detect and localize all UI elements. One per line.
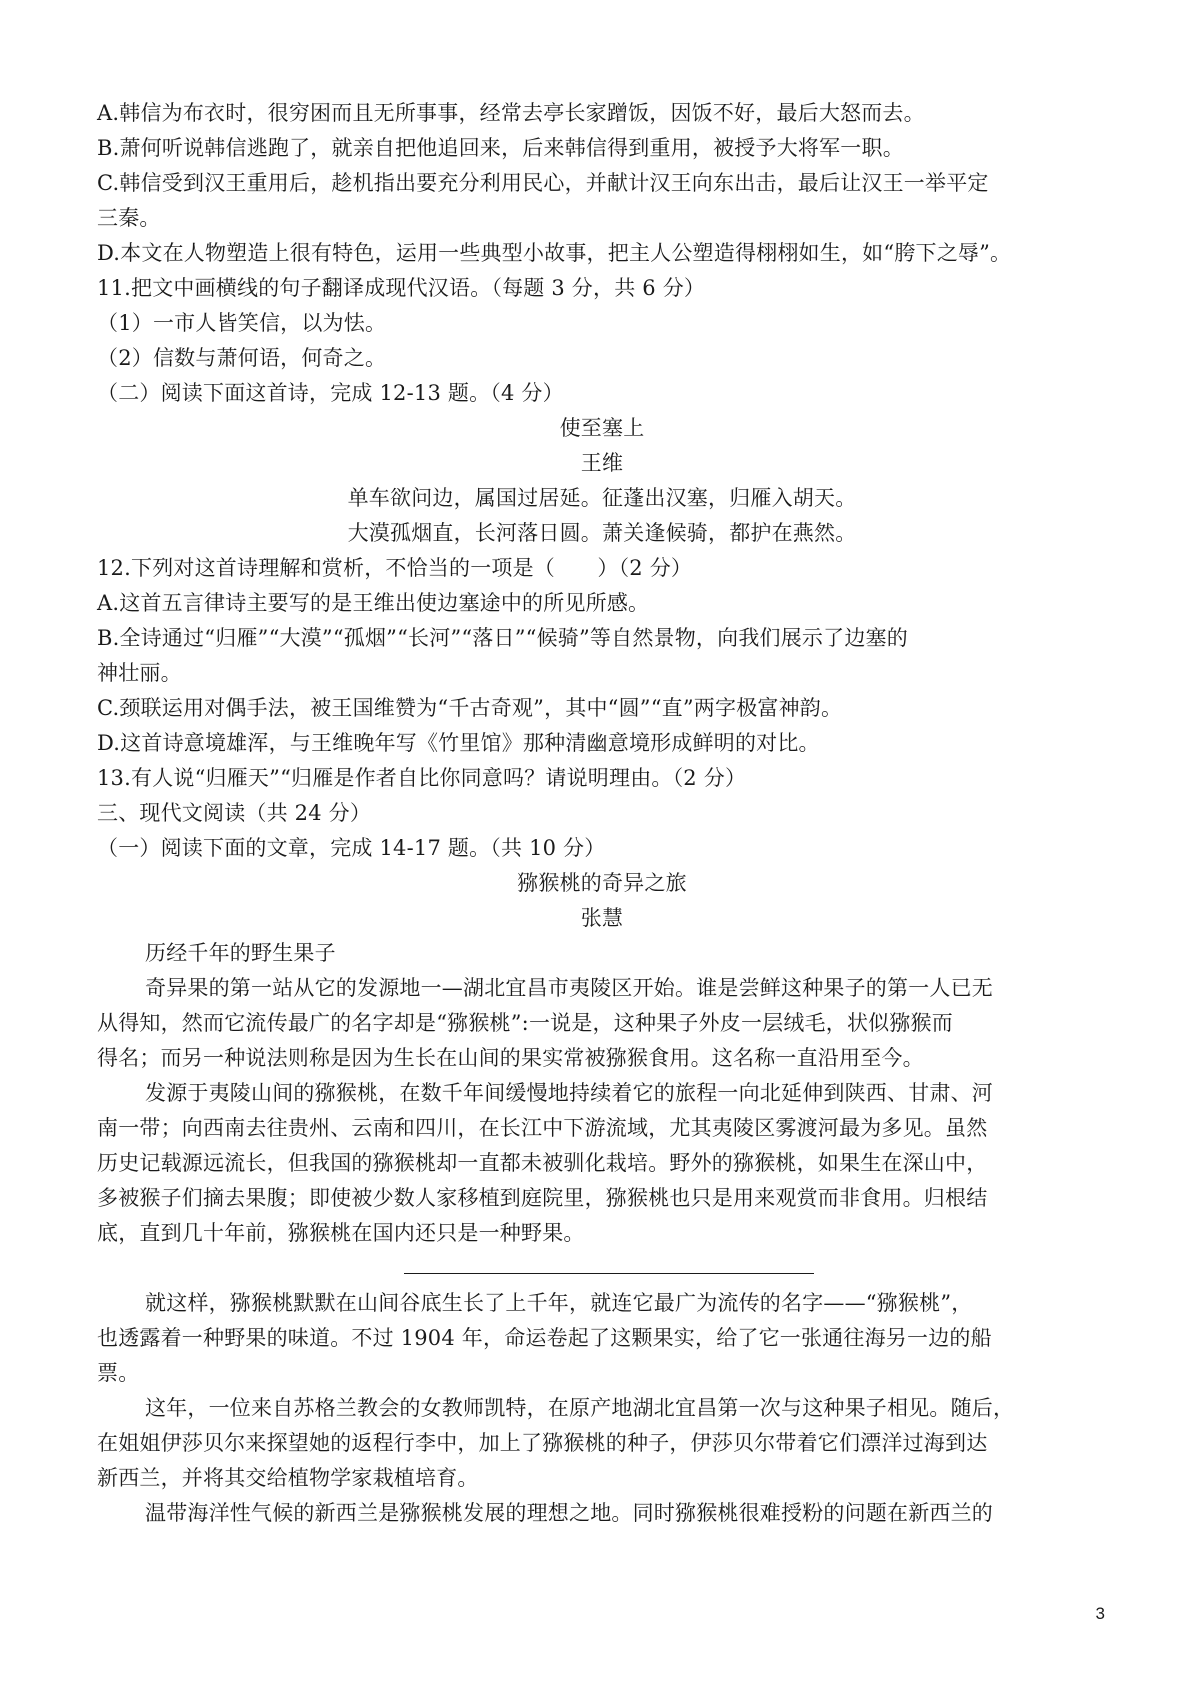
- answer-blank-line: [404, 1273, 814, 1274]
- paragraph-5-line-1: 温带海洋性气候的新西兰是猕猴桃发展的理想之地。同时猕猴桃很难授粉的问题在新西兰的: [145, 1501, 993, 1525]
- q12-prompt: 12.下列对这首诗理解和赏析，不恰当的一项是（ ）（2 分）: [97, 556, 693, 580]
- q12-option-a: A.这首五言律诗主要写的是王维出使边塞途中的所见所感。: [97, 591, 650, 615]
- paragraph-2-line-5: 底，直到几十年前，猕猴桃在国内还只是一种野果。: [97, 1221, 585, 1245]
- q12-option-d: D.这首诗意境雄浑，与王维晚年写《竹里馆》那种清幽意境形成鲜明的对比。: [97, 731, 820, 755]
- q10-option-b: B.萧何听说韩信逃跑了，就亲自把他追回来，后来韩信得到重用，被授予大将军一职。: [97, 136, 904, 160]
- paragraph-3-line-2: 也透露着一种野果的味道。不过 1904 年，命运卷起了这颗果实，给了它一张通往海另一边的船: [97, 1326, 992, 1350]
- paragraph-3-line-3: 票。: [97, 1361, 140, 1385]
- paragraph-1-line-2: 从得知，然而它流传最广的名字却是“猕猴桃”:一说是，这种果子外皮一层绒毛，状似猕猴而: [97, 1011, 953, 1035]
- q12-option-c: C.颈联运用对偶手法，被王国维赞为“千古奇观”，其中“圆”“直”两字极富神韵。: [97, 696, 843, 720]
- q13-prompt: 13.有人说“归雁天”“归雁是作者自比你同意吗？请说明理由。（2 分）: [97, 766, 747, 790]
- article-subtitle: 历经千年的野生果子: [145, 941, 336, 965]
- poem-line-2: 大漠孤烟直，长河落日圆。萧关逢候骑，都护在燕然。: [347, 521, 857, 545]
- poem-line-1: 单车欲问边，属国过居延。征蓬出汉塞，归雁入胡天。: [347, 486, 857, 510]
- q12-option-b-line1: B.全诗通过“归雁”“大漠”“孤烟”“长河”“落日”“候骑”等自然景物，向我们展示了边塞的: [97, 626, 908, 650]
- q10-option-a: A.韩信为布衣时，很穷困而且无所事事，经常去亭长家蹭饭，因饭不好，最后大怒而去。: [97, 101, 925, 125]
- paragraph-2-line-3: 历史记载源远流长，但我国的猕猴桃却一直都未被驯化栽培。野外的猕猴桃，如果生在深山中，: [97, 1151, 988, 1175]
- answer-blank-row: [97, 1251, 1107, 1286]
- paragraph-2-line-4: 多被猴子们摘去果腹；即使被少数人家移植到庭院里，猕猴桃也只是用来观赏而非食用。归根结: [97, 1186, 988, 1210]
- paragraph-2-line-2: 南一带；向西南去往贵州、云南和四川，在长江中下游流域，尤其夷陵区雾渡河最为多见。虽然: [97, 1116, 988, 1140]
- q12-option-b-line2: 神壮丽。: [97, 661, 182, 685]
- paragraph-2-line-1: 发源于夷陵山间的猕猴桃，在数千年间缓慢地持续着它的旅程一向北延伸到陕西、甘肃、河: [145, 1081, 993, 1105]
- paragraph-3-line-1: 就这样，猕猴桃默默在山间谷底生长了上千年，就连它最广为流传的名字——“猕猴桃”，: [145, 1291, 973, 1315]
- poem-title: 使至塞上: [559, 416, 645, 440]
- q11-prompt: 11.把文中画横线的句子翻译成现代汉语。（每题 3 分，共 6 分）: [97, 276, 706, 300]
- poem-author: 王维: [580, 451, 624, 475]
- paragraph-1-line-1: 奇异果的第一站从它的发源地一—湖北宜昌市夷陵区开始。谁是尝鲜这种果子的第一人已无: [145, 976, 993, 1000]
- paragraph-4-line-3: 新西兰，并将其交给植物学家栽植培育。: [97, 1466, 479, 1490]
- q11-item-1: （1）一市人皆笑信，以为怯。: [97, 311, 387, 335]
- section-3-sub-heading: （一）阅读下面的文章，完成 14-17 题。（共 10 分）: [97, 836, 606, 860]
- paragraph-1-line-3: 得名；而另一种说法则称是因为生长在山间的果实常被猕猴食用。这名称一直沿用至今。: [97, 1046, 924, 1070]
- page-number: 3: [1095, 1604, 1105, 1623]
- poem-section-heading: （二）阅读下面这首诗，完成 12-13 题。（4 分）: [97, 381, 564, 405]
- q10-option-c-line1: C.韩信受到汉王重用后，趁机指出要充分利用民心，并献计汉王向东出击，最后让汉王一举平定: [97, 171, 989, 195]
- exam-page-body: [97, 96, 1107, 1531]
- paragraph-4-line-2: 在姐姐伊莎贝尔来探望她的返程行李中，加上了猕猴桃的种子，伊莎贝尔带着它们漂洋过海到达: [97, 1431, 988, 1455]
- article-title: 猕猴桃的奇异之旅: [517, 871, 687, 895]
- section-3-heading: 三、现代文阅读（共 24 分）: [97, 801, 372, 825]
- q11-item-2: （2）信数与萧何语，何奇之。: [97, 346, 387, 370]
- q10-option-c-line2: 三秦。: [97, 206, 161, 230]
- paragraph-4-line-1: 这年，一位来自苏格兰教会的女教师凯特，在原产地湖北宜昌第一次与这种果子相见。随后，: [145, 1396, 1015, 1420]
- q10-option-d: D.本文在人物塑造上很有特色，运用一些典型小故事，把主人公塑造得栩栩如生，如“胯下之辱”。: [97, 241, 1012, 265]
- article-author: 张慧: [580, 906, 624, 930]
